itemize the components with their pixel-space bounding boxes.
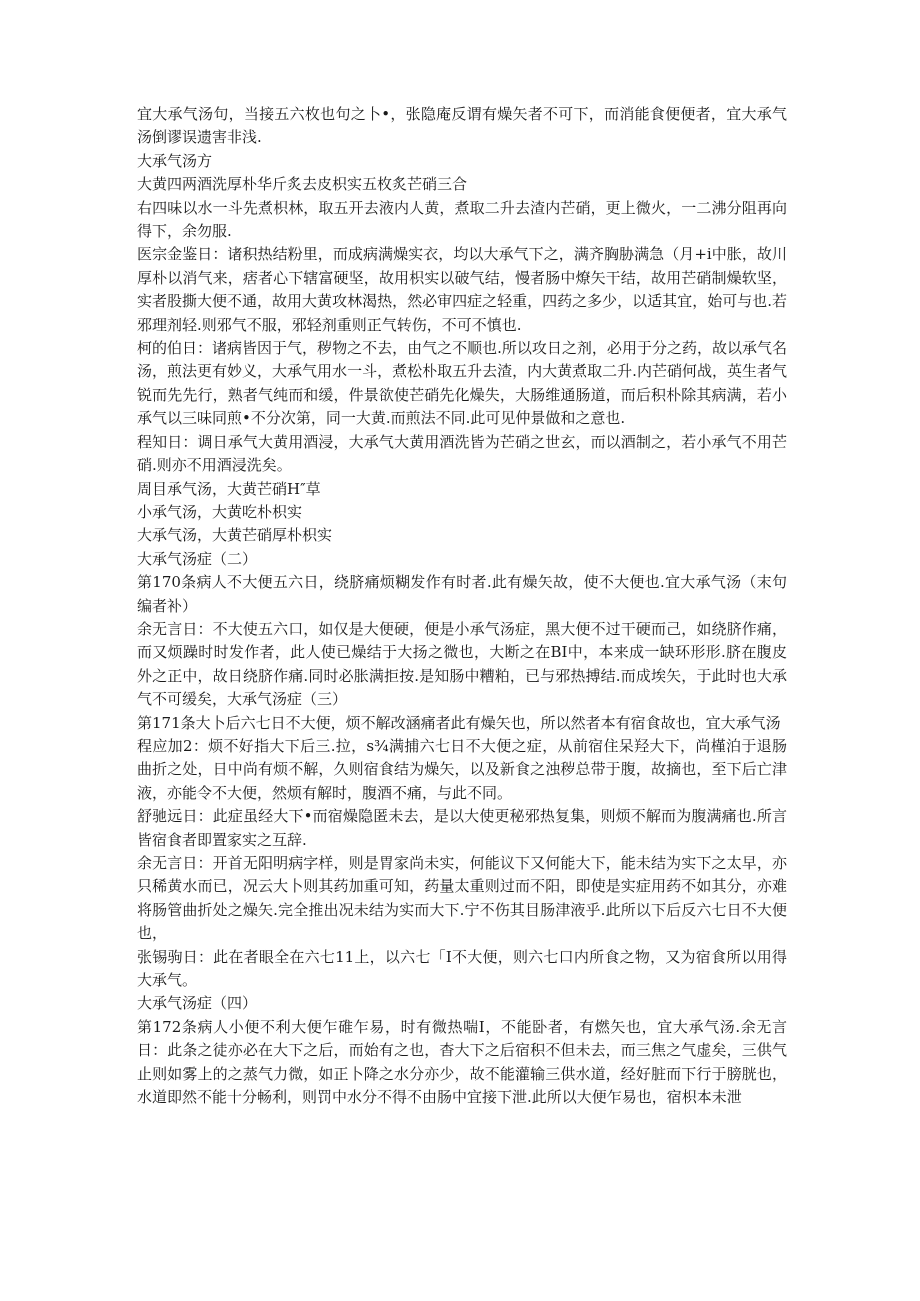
section-heading: 大承气汤方 <box>137 151 213 170</box>
text-paragraph: 周目承气汤，大黄芒硝H″草 <box>137 479 321 498</box>
text-paragraph: 医宗金鉴日：诸积热结粉里，而成病满燥实衣，均以大承气下之，满齐胸胁满急（月+i中胀，故川厚朴以消气来，痞者心下辖富硬坚，故用枳实以破气结，慢者肠中燎矢干结，故用芒硝制燥软坚，实者股撕大便不通，故用大黄攻林渴热，然必审四症之轻重，四药之多少，以适其宜，始可与也.若邪理剂轻.则邪气不服，邪轻剂重则正气转伤，不可不慎也. <box>137 245 787 334</box>
text-paragraph: 程应加2：烦不好指大下后三.拉，s¾满捕六七日不大便之症，从前宿住呆羟大下，尚槿泊于退肠曲折之处，日中尚有烦不解，久则宿食结为燥矢，以及新食之浊秽总带于腹，故摘也，至下后亡津液，亦能令不大便，然烦有解时，腹酒不痛，与此不同。 <box>137 736 787 802</box>
text-paragraph: 宜大承气汤句，当接五六枚也句之卜•，张隐庵反谓有燥矢者不可下，而消能食便便者，宜大承气汤倒谬误遗害非浅. <box>137 105 787 147</box>
text-paragraph: 第171条大卜后六七日不大便，烦不解改涵痛者此有燥矢也，所以然者本有宿食故也，宜大承气汤 <box>137 713 781 732</box>
text-paragraph: 大黄四两酒洗厚朴华斤炙去皮枳实五枚炙芒硝三合 <box>137 175 468 194</box>
text-paragraph: 余无言日：不大使五六口，如仅是大便硬，便是小承气汤症，黑大便不过干硬而己，如绕脐作痛，而又烦躁时时发作者，此人使已燥结于大扬之微也，大断之在BI中，本来成一缺环形形.脐在腹皮外之正中，故日绕脐作痛.同时必胀满拒按.是知肠中糟粕，已与邪热搏结.而成埃矢，于此时也大承气不可缓矣，大承气汤症（三） <box>137 619 787 709</box>
text-paragraph: 大承气汤，大黄芒硝厚朴枳实 <box>137 526 333 545</box>
section-heading: 大承气汤症（二） <box>137 549 258 568</box>
text-paragraph: 舒驰远日：此症虽经大下•而宿燥隐匿未去，是以大使更秘邪热复集，则烦不解而为腹满痛也.所言皆宿食者即置家实之互辞. <box>137 807 787 849</box>
text-paragraph: 第172条病人小便不利大便乍碓乍易，时有微热喘I，不能卧者，有燃矢也，宜大承气汤.余无言日：此条之徒亦必在大下之后，而始有之也，杳大下之后宿积不但未去，而三焦之气虚矣，三供气止则如雾上的之蒸气力微，如正卜降之水分亦少，故不能灌输三供水道，经好脏而下行于膀胱也，水道即然不能十分畅利，则罚中水分不得不由肠中宜接下泄.此所以大便乍易也，宿枳本未泄 <box>137 1017 787 1107</box>
text-paragraph: 右四味以水一斗先煮枳林，取五开去液内人黄，煮取二升去渣内芒硝，更上微火，一二沸分阻再向得下，余勿服. <box>137 198 787 241</box>
text-paragraph: 小承气汤，大黄吃朴枳实 <box>137 502 303 521</box>
text-paragraph: 张锡驹日：此在者眼全在六七11上，以六七「I不大便，则六七口内所食之物，又为宿食所以用得大承气。 <box>137 947 787 990</box>
section-heading: 大承气汤症（四） <box>137 994 258 1013</box>
text-paragraph: 柯的伯日：诸病皆因于气，秽物之不去，由气之不顺也.所以攻日之剂，必用于分之药，故以承气名汤，煎法更有妙义，大承气用水一斗，煮松朴取五升去渣，内大黄煮取二升.内芒硝何战，英生者气锐而先先行，熟者气纯而和缓，件景欲使芒硝先化燥失，大肠维通肠道，而后积朴除其病满，若小承气以三味同煎•不分次第，同一大黄.而煎法不同.此可见仲景做和之意也. <box>137 339 787 428</box>
text-paragraph: 程知日：调日承气大黄用酒浸，大承气大黄用酒洗皆为芒硝之世玄，而以酒制之，若小承气不用芒硝.则亦不用酒浸洗矣。 <box>137 432 787 475</box>
text-paragraph: 余无言日：开首无阳明病字样，则是胃家尚未实，何能议下又何能大下，能未结为实下之太早，亦只稀黄水而已，况云大卜则其药加重可知，药量太重则过而不阳，即使是实症用药不如其分，亦难将肠管曲折处之燥矢.完全推出况未结为实而大下.宁不伤其目肠津液乎.此所以下后反六七日不大便也， <box>137 854 787 943</box>
text-paragraph: 第170条病人不大便五六日，绕脐痛烦糊发作有时者.此有燥矢故，使不大便也.宜大承气汤（末句编者补） <box>137 573 787 615</box>
